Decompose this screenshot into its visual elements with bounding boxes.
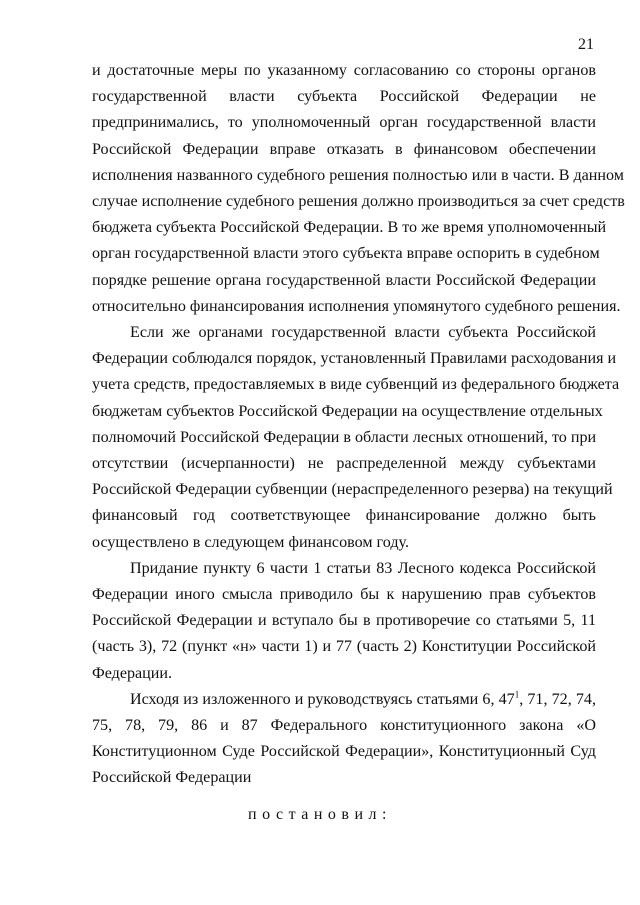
text-line: Российской Федерации субвенции (нераспределенного резерва) на текущий xyxy=(92,481,613,499)
text-line: Придание пункту 6 части 1 статьи 83 Лесного кодекса Российской xyxy=(130,559,596,577)
text-line: Федерации. xyxy=(92,664,173,682)
text-line xyxy=(92,687,596,713)
text-line: Федерации иного смысла приводило бы к нарушению прав субъектов xyxy=(92,586,596,604)
text-line: предпринимались, то уполномоченный орган государственной власти xyxy=(92,114,596,132)
text-line: финансовый год соответствующее финансирование должно быть xyxy=(92,507,596,525)
text-line: Конституционном Суде Российской Федерации», Конституционный Суд xyxy=(92,743,596,761)
text-line: полномочий Российской Федерации в области лесных отношений, то при xyxy=(92,428,597,446)
text-line: и достаточные меры по указанному согласованию со стороны органов xyxy=(92,62,596,79)
text-line: Российской Федерации вправе отказать в финансовом обеспечении xyxy=(92,140,596,158)
text-line: порядке решение органа государственной власти Российской Федерации xyxy=(92,271,596,289)
text-line: Российской Федерации и вступало бы в противоречие со статьями 5, 11 xyxy=(92,612,596,630)
page-number: 21 xyxy=(578,36,594,53)
text-line: учета средств, предоставляемых в виде субвенций из федерального бюджета xyxy=(92,376,620,394)
text-line: Если же органами государственной власти субъекта Российской xyxy=(130,324,596,342)
text-line: отсутствии (исчерпанности) не распределенной между субъектами xyxy=(92,455,596,473)
text-segment: Исходя из изложенного и руководствуясь статьями 6, 47 xyxy=(130,690,515,708)
text-line: Российской Федерации xyxy=(92,769,252,787)
paragraph-4 xyxy=(92,687,596,792)
paragraph-2 xyxy=(92,320,620,556)
superscript: 1 xyxy=(514,689,520,700)
text-line: исполнения названного судебного решения полностью или в части. В данном xyxy=(92,166,624,184)
text-line: 75, 78, 79, 86 и 87 Федерального конституционного закона «О xyxy=(92,717,596,735)
text-line: Федерации соблюдался порядок, установленный Правилами расходования и xyxy=(92,350,617,368)
text-line: случае исполнение судебного решения должно производиться за счет средств xyxy=(92,193,625,211)
text-line: орган государственной власти этого субъекта вправе оспорить в судебном xyxy=(92,245,600,263)
text-line: бюджета субъекта Российской Федерации. В то же время уполномоченный xyxy=(92,219,607,237)
text-line: бюджетам субъектов Российской Федерации на осуществление отдельных xyxy=(92,402,603,420)
paragraph-1 xyxy=(92,58,625,320)
text-line: относительно финансирования исполнения упомянутого судебного решения. xyxy=(92,297,621,315)
text-segment: , 71, 72, 74, xyxy=(519,690,597,708)
resolution-heading: постановил: xyxy=(248,806,392,823)
paragraph-3 xyxy=(92,556,596,687)
document-body xyxy=(92,58,625,792)
text-line: осуществлено в следующем финансовом году. xyxy=(92,533,409,551)
text-line: государственной власти субъекта Российской Федерации не xyxy=(92,88,596,106)
text-line: (часть 3), 72 (пункт «н» части 1) и 77 (часть 2) Конституции Российской xyxy=(92,638,596,656)
